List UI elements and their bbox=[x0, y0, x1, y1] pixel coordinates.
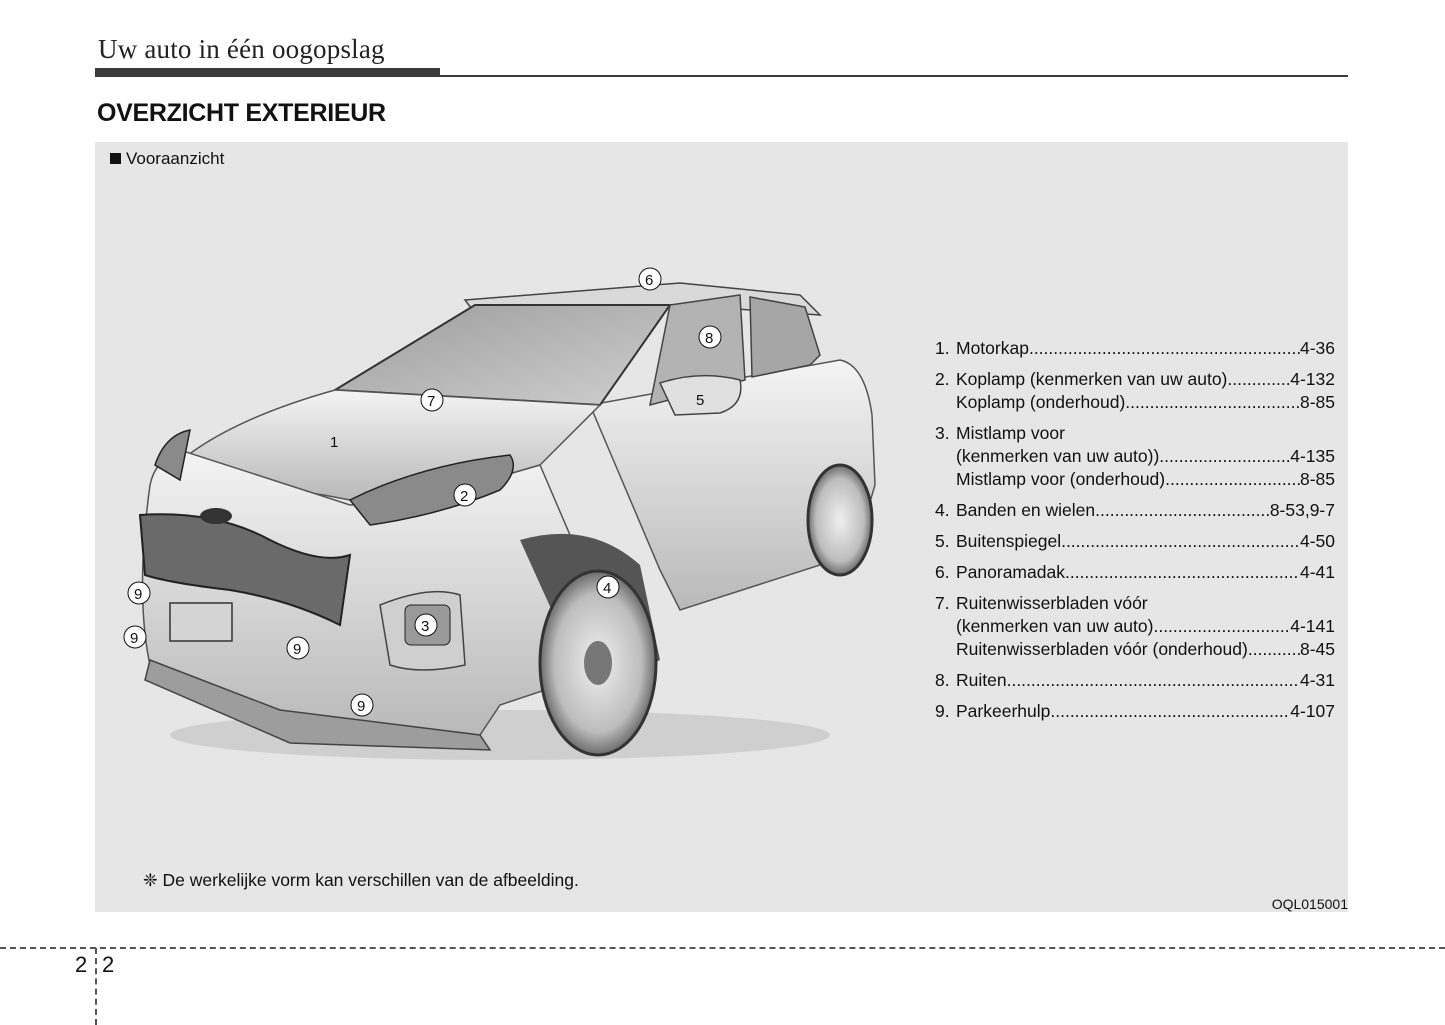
list-item: 2. Koplamp (kenmerken van uw auto) ..... 4-132 Koplamp (onderhoud) ..... 8-85 bbox=[935, 368, 1335, 414]
footer-dashed-divider bbox=[95, 948, 97, 1025]
view-label-text: Vooraanzicht bbox=[126, 149, 225, 168]
page-number: 2 bbox=[102, 952, 115, 977]
callout-6 bbox=[639, 268, 661, 290]
parts-list bbox=[935, 337, 1335, 731]
list-item: 9. Parkeerhulp ..... 4-107 bbox=[935, 700, 1335, 723]
callout-3 bbox=[415, 614, 437, 636]
svg-text:4: 4 bbox=[603, 580, 612, 597]
svg-text:8: 8 bbox=[705, 330, 714, 347]
footer-dashed-rule bbox=[0, 947, 1445, 949]
chapter-number: 2 bbox=[75, 952, 88, 977]
car-illustration bbox=[120, 265, 890, 775]
svg-text:3: 3 bbox=[421, 618, 430, 635]
list-item: 3. Mistlamp voor (kenmerken van uw auto)) ..... 4-135 Mistlamp voor (onderhoud) ..... 8-85 bbox=[935, 422, 1335, 491]
svg-text:9: 9 bbox=[357, 698, 366, 715]
svg-text:9: 9 bbox=[134, 586, 143, 603]
callout-9d bbox=[351, 694, 373, 716]
callout-9c bbox=[287, 637, 309, 659]
section-title: OVERZICHT EXTERIEUR bbox=[97, 99, 386, 127]
disclaimer-note: ❈ De werkelijke vorm kan verschillen van de afbeelding. bbox=[143, 870, 579, 890]
svg-text:9: 9 bbox=[130, 630, 139, 647]
list-item: 6. Panoramadak ..... 4-41 bbox=[935, 561, 1335, 584]
callout-7 bbox=[421, 389, 443, 411]
svg-text:6: 6 bbox=[645, 272, 654, 289]
callout-9b bbox=[124, 626, 146, 648]
list-item: 1. Motorkap ..... 4-36 bbox=[935, 337, 1335, 360]
callout-8 bbox=[699, 326, 721, 348]
list-item: 5. Buitenspiegel ..... 4-50 bbox=[935, 530, 1335, 553]
list-item: 8. Ruiten ..... 4-31 bbox=[935, 669, 1335, 692]
figure-code: OQL015001 bbox=[1271, 896, 1348, 912]
square-bullet-icon bbox=[110, 153, 121, 164]
callout-4 bbox=[597, 576, 619, 598]
svg-text:7: 7 bbox=[427, 393, 436, 410]
svg-text:2: 2 bbox=[460, 488, 469, 505]
list-item: 4. Banden en wielen ..... 8-53,9-7 bbox=[935, 499, 1335, 522]
svg-text:1: 1 bbox=[330, 434, 339, 451]
list-item: 7. Ruitenwisserbladen vóór (kenmerken van uw auto) ..... 4-141 Ruitenwisserbladen vóór (onderhoud) ..... 8-45 bbox=[935, 592, 1335, 661]
callout-5 bbox=[696, 392, 704, 409]
header-rule bbox=[95, 75, 1348, 77]
svg-text:9: 9 bbox=[293, 641, 302, 658]
page-header-title: Uw auto in één oogopslag bbox=[98, 34, 385, 64]
callout-1 bbox=[330, 434, 338, 451]
callout-9a bbox=[128, 582, 150, 604]
callout-2 bbox=[454, 484, 476, 506]
view-label bbox=[110, 149, 224, 169]
svg-text:5: 5 bbox=[696, 392, 705, 409]
